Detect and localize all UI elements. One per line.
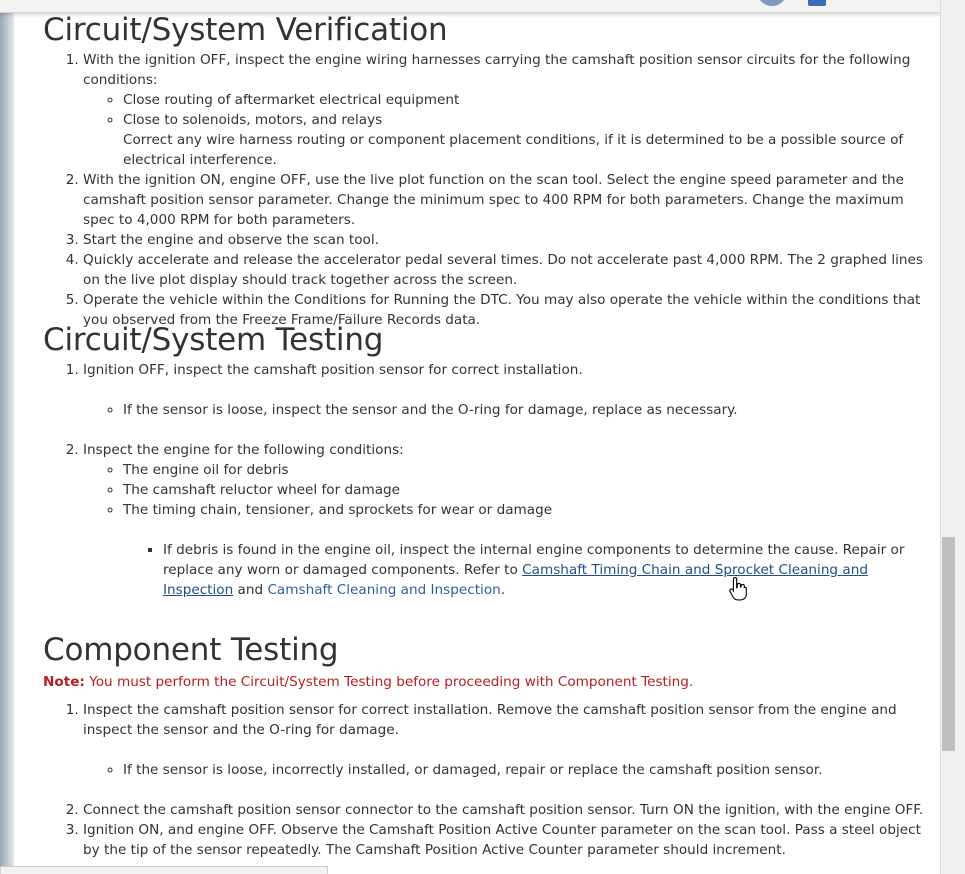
status-bar [0, 866, 328, 874]
step-text: If debris is found in the engine oil, inspect the internal engine components to determine the cause. Repair or replace any worn or damaged components. Refer to [163, 542, 905, 578]
step-text: Inspect the engine for the following conditions: [83, 442, 404, 458]
section-title-verification: Circuit/System Verification [43, 12, 448, 48]
step-text: Inspect the camshaft position sensor for correct installation. Remove the camshaft position sensor from the engine and inspect the sensor and the O-ring for damage. [83, 702, 897, 738]
list-item [123, 110, 928, 170]
hand-cursor-icon [728, 576, 748, 602]
nested-list [123, 540, 928, 600]
section-title-testing: Circuit/System Testing [43, 322, 384, 358]
list-item: 2. Connect the camshaft position sensor connector to the camshaft position sensor. Turn ON the ignition, with the engine OFF. [83, 800, 928, 820]
link-camshaft-inspection[interactable]: Camshaft Cleaning and Inspection [267, 582, 501, 598]
list-item: ◦ The engine oil for debris [123, 460, 928, 480]
section-title-component: Component Testing [43, 632, 339, 668]
user-avatar-icon[interactable] [757, 0, 787, 6]
list-item: ◦ If the sensor is loose, inspect the sensor and the O-ring for damage, replace as necessary. [123, 400, 928, 420]
component-list [43, 700, 928, 860]
verification-steps [43, 50, 928, 330]
step-text: The timing chain, tensioner, and sprockets for wear or damage [123, 502, 553, 518]
list-item: ◦ Close routing of aftermarket electrical equipment [123, 90, 928, 110]
sub-list [83, 460, 928, 600]
sub-list [83, 400, 928, 420]
list-item: ◦ The camshaft reluctor wheel for damage [123, 480, 928, 500]
list-item [83, 700, 928, 800]
note-label: Note: [43, 674, 85, 690]
step-text: . [500, 582, 506, 598]
note [43, 672, 693, 692]
note-text: You must perform the Circuit/System Testing before proceeding with Component Testing. [84, 674, 694, 690]
list-item [83, 440, 928, 600]
sub-list [83, 90, 928, 170]
list-item [83, 360, 928, 440]
step-text: With the ignition OFF, inspect the engine wiring harnesses carrying the camshaft position sensor circuits for the following conditions: [83, 52, 911, 88]
step-text: Correct any wire harness routing or component placement conditions, if it is determined to be a possible source of electrical interference. [123, 132, 904, 168]
scrollbar-thumb[interactable] [942, 537, 955, 751]
component-steps [43, 700, 928, 860]
list-item [123, 500, 928, 600]
step-text: Close to solenoids, motors, and relays [123, 112, 383, 128]
list-item: 5. Operate the vehicle within the Conditions for Running the DTC. You may also operate the vehicle within the conditions that you observed from the Freeze Frame/Failure Records data. [83, 290, 928, 330]
testing-steps [43, 360, 928, 600]
link-timing-chain-inspection[interactable]: Camshaft Timing Chain and Sprocket Cleaning and Inspection [163, 562, 868, 598]
list-item: 2. With the ignition ON, engine OFF, use the live plot function on the scan tool. Select the engine speed parameter and the camshaft position sensor parameter. Change the minimum spec to 400 RPM for both parameters. Change the maximum spec to 4,000 RPM for both parameters. [83, 170, 928, 230]
step-text: Ignition OFF, inspect the camshaft position sensor for correct installation. [83, 362, 583, 378]
verification-list [43, 50, 928, 330]
list-item: 3. Ignition ON, and engine OFF. Observe the Camshaft Position Active Counter parameter on the scan tool. Pass a steel object by the tip of the sensor repeatedly. The Camshaft Position Active Counter parameter should increment. [83, 820, 928, 860]
list-item [83, 50, 928, 170]
step-text: and [233, 582, 268, 598]
list-item [163, 540, 928, 600]
list-item: ◦ If the sensor is loose, incorrectly installed, or damaged, repair or replace the camshaft position sensor. [123, 760, 928, 780]
sub-list [83, 760, 928, 780]
background-strip [0, 0, 14, 874]
list-item: 3. Start the engine and observe the scan tool. [83, 230, 928, 250]
testing-list [43, 360, 928, 600]
list-item: 4. Quickly accelerate and release the accelerator pedal several times. Do not accelerate past 4,000 RPM. The 2 graphed lines on the live plot display should track together across the screen. [83, 250, 928, 290]
notification-icon[interactable] [808, 0, 826, 6]
